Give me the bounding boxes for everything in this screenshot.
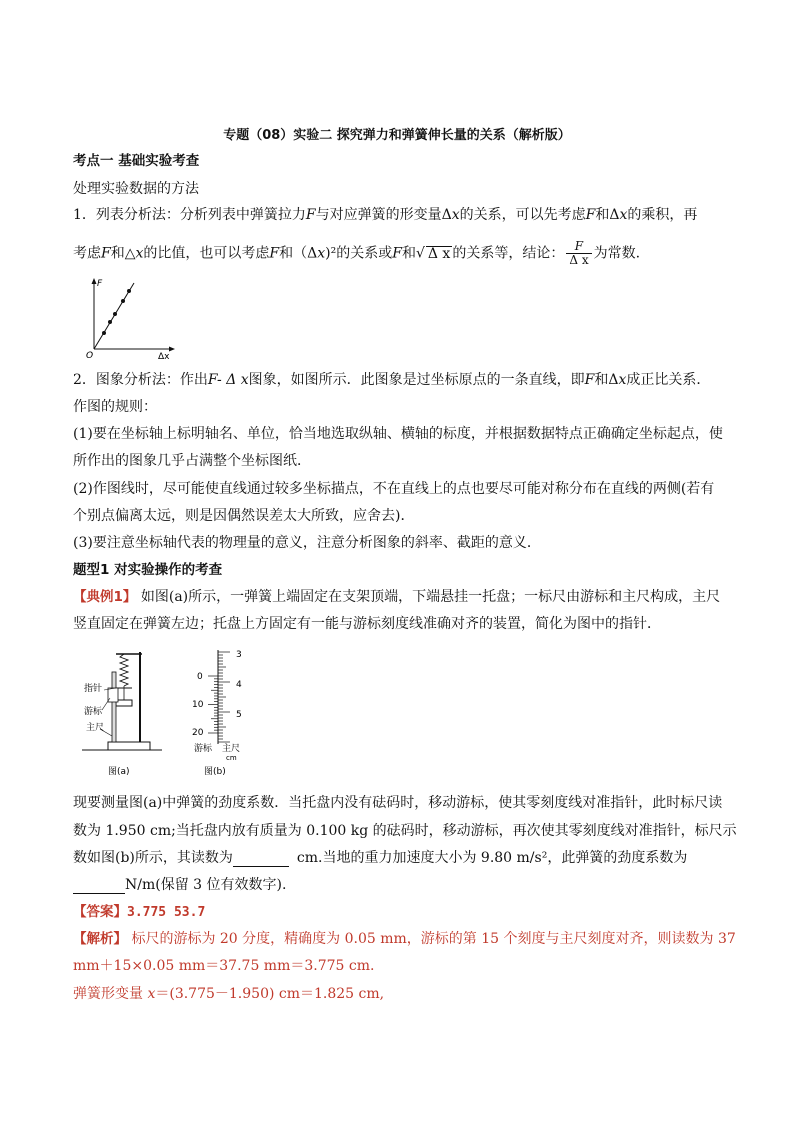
rule-3: (3)要注意坐标轴代表的物理量的意义，注意分析图象的斜率、截距的意义． xyxy=(73,535,541,551)
analysis-tag: 【解析】 xyxy=(73,931,127,947)
analysis-line1 xyxy=(73,930,736,948)
p1-text: 1．列表分析法：分析列表中弹簧拉力 xyxy=(73,207,306,223)
label-pointer: 指针 xyxy=(84,684,103,694)
analysis-text: 标尺的游标为 20 分度，精确度为 0.05 mm，游标的第 15 个刻度与主尺刻度对齐，则读数为 37 xyxy=(127,931,736,947)
rules-heading: 作图的规则： xyxy=(73,399,157,415)
var-F: F xyxy=(392,245,402,262)
question-line3 xyxy=(73,849,687,867)
p1-text: 的乘积，再 xyxy=(627,207,698,223)
p2-text: 图象，如图所示．此图象是过坐标原点的一条直线，即 xyxy=(248,372,585,388)
rule-1-line2: 所作出的图象几乎占满整个坐标图纸． xyxy=(73,453,311,469)
deform-label: 弹簧形变量 xyxy=(73,986,148,1002)
vernier-tick-label: 20 xyxy=(192,728,204,738)
analysis-line2: mm＋15×0.05 mm＝37.75 mm＝3.775 cm. xyxy=(73,958,375,974)
example-line2: 竖直固定在弹簧左边；托盘上方固定有一能与游标刻度线准确对齐的装置，简化为图中的指针． xyxy=(73,616,661,632)
graph-origin-label: O xyxy=(86,351,94,361)
answer-tag: 【答案】 xyxy=(73,904,127,920)
graph-point xyxy=(113,312,117,316)
spring xyxy=(120,654,128,686)
p1-text: 为常数. xyxy=(593,245,641,262)
answer-blank-1[interactable] xyxy=(233,852,289,867)
fraction-numerator: F xyxy=(566,240,591,254)
p1-line1 xyxy=(73,206,697,224)
p2-text: 成正比关系． xyxy=(626,372,711,388)
main-tick-label: 3 xyxy=(236,650,242,660)
deform-expr: ＝(3.775－1.950) cm＝1.825 cm, xyxy=(155,986,385,1002)
var-x: x xyxy=(451,207,460,223)
example-tag: 【典例1】 xyxy=(73,589,137,605)
var-x: x xyxy=(619,207,628,223)
var-F: F xyxy=(584,372,595,388)
figure-a-apparatus xyxy=(82,644,164,784)
unit-label: cm xyxy=(226,754,237,762)
figure-b-vernier xyxy=(190,644,260,784)
var-x: x xyxy=(147,986,156,1002)
method-heading: 处理实验数据的方法 xyxy=(73,181,199,197)
var-F-dx: F- Δ x xyxy=(207,372,249,388)
main-tick-label: 5 xyxy=(236,710,242,720)
p1-text: 的关系，可以先考虑 xyxy=(459,207,586,223)
p1-text: 和 xyxy=(401,245,416,262)
graph-y-label: F xyxy=(97,279,103,289)
p2-text: 2．图象分析法：作出 xyxy=(73,372,208,388)
question-text: 数如图(b)所示，其读数为 xyxy=(73,850,233,866)
deform-line xyxy=(73,985,384,1003)
p1-text: 和△ xyxy=(110,245,136,262)
graph-x-label: Δx xyxy=(158,352,170,362)
var-F: F xyxy=(305,207,316,223)
example-line1 xyxy=(73,588,720,606)
p1-text: 的比值，也可以考虑 xyxy=(143,245,270,262)
graph-point xyxy=(102,331,106,335)
question-line1: 现要测量图(a)中弹簧的劲度系数．当托盘内没有砝码时，移动游标，使其零刻度线对准指针，此时标尺读 xyxy=(73,795,723,811)
p1-line2 xyxy=(73,240,640,267)
var-x: x xyxy=(618,372,627,388)
figure-b-caption: 图(b) xyxy=(204,767,226,777)
p1-text: 考虑 xyxy=(73,245,101,262)
p1-text: 的关系等，结论： xyxy=(452,245,565,262)
answer-line xyxy=(73,903,205,922)
tray xyxy=(116,700,132,706)
main-scale-bar xyxy=(112,672,116,742)
graph-point xyxy=(121,299,125,303)
label-vernier: 游标 xyxy=(84,707,103,717)
page-title: 专题（08）实验二 探究弹力和弹簧伸长量的关系（解析版） xyxy=(223,128,571,143)
question-line2: 数为 1.950 cm;当托盘内放有质量为 0.100 kg 的砝码时，移动游标，再次使其零刻度线对准指针，标尺示 xyxy=(73,823,737,839)
graph-point xyxy=(127,289,131,293)
rule-2-line2: 个别点偏离太远，则是因偶然误差太大所致，应舍去)． xyxy=(73,508,415,524)
var-F: F xyxy=(269,245,280,262)
var-x: x xyxy=(317,245,326,262)
apparatus-base xyxy=(108,742,150,750)
question-text: cm.当地的重力加速度大小为 9.80 m/s²，此弹簧的劲度系数为 xyxy=(296,850,688,866)
vernier-block xyxy=(108,688,118,702)
p1-text: )²的关系或 xyxy=(325,245,393,262)
var-F: F xyxy=(101,245,111,262)
vernier-tick-label: 10 xyxy=(192,700,204,710)
p2-line1 xyxy=(73,371,710,389)
vernier-label: 游标 xyxy=(194,744,213,754)
label-leader-vernier xyxy=(102,698,110,710)
f-dx-graph xyxy=(82,275,182,363)
var-x: x xyxy=(135,245,144,262)
rule-1-line1: (1)要在坐标轴上标明轴名、单位，恰当地选取纵轴、横轴的标度，并根据数据特点正确确定坐标起点，使 xyxy=(73,426,723,442)
graph-y-arrow xyxy=(92,278,97,284)
main-scale-label: 主尺 xyxy=(222,744,241,754)
question-text: N/m(保留 3 位有效数字). xyxy=(125,877,287,893)
main-tick-label: 4 xyxy=(236,680,242,690)
section-heading-tixing1: 题型1 对实验操作的考查 xyxy=(73,562,223,578)
graph-line xyxy=(94,283,134,349)
p1-text: 与对应弹簧的形变量Δ xyxy=(315,207,452,223)
graph-point xyxy=(108,320,112,324)
fraction-denominator: Δ x xyxy=(569,253,589,267)
answer-value: 3.775 53.7 xyxy=(127,905,206,920)
fraction xyxy=(566,240,591,267)
sqrt-sign: √ xyxy=(415,245,425,262)
graph-x-arrow xyxy=(169,347,175,352)
p1-text: 和（Δ xyxy=(279,245,318,262)
rule-2-line1: (2)作图线时，尽可能使直线通过较多坐标描点，不在直线上的点也要尽可能对称分布在直线的两侧(若有 xyxy=(73,481,715,497)
main-scale-ticks xyxy=(218,652,230,742)
question-line4 xyxy=(73,876,286,894)
p1-text: 和Δ xyxy=(595,207,620,223)
var-F: F xyxy=(585,207,596,223)
label-main-scale: 主尺 xyxy=(86,723,105,733)
figure-a-caption: 图(a) xyxy=(108,767,130,777)
section-heading-kaodian1: 考点一 基础实验考查 xyxy=(73,153,200,169)
vernier-ticks xyxy=(208,676,218,733)
sqrt-content: Δ x xyxy=(427,245,451,262)
answer-blank-2[interactable] xyxy=(73,879,125,894)
vernier-tick-label: 0 xyxy=(197,672,203,682)
example-text: 如图(a)所示，一弹簧上端固定在支架顶端，下端悬挂一托盘；一标尺由游标和主尺构成，主尺 xyxy=(136,589,721,605)
p2-text: 和Δ xyxy=(594,372,619,388)
